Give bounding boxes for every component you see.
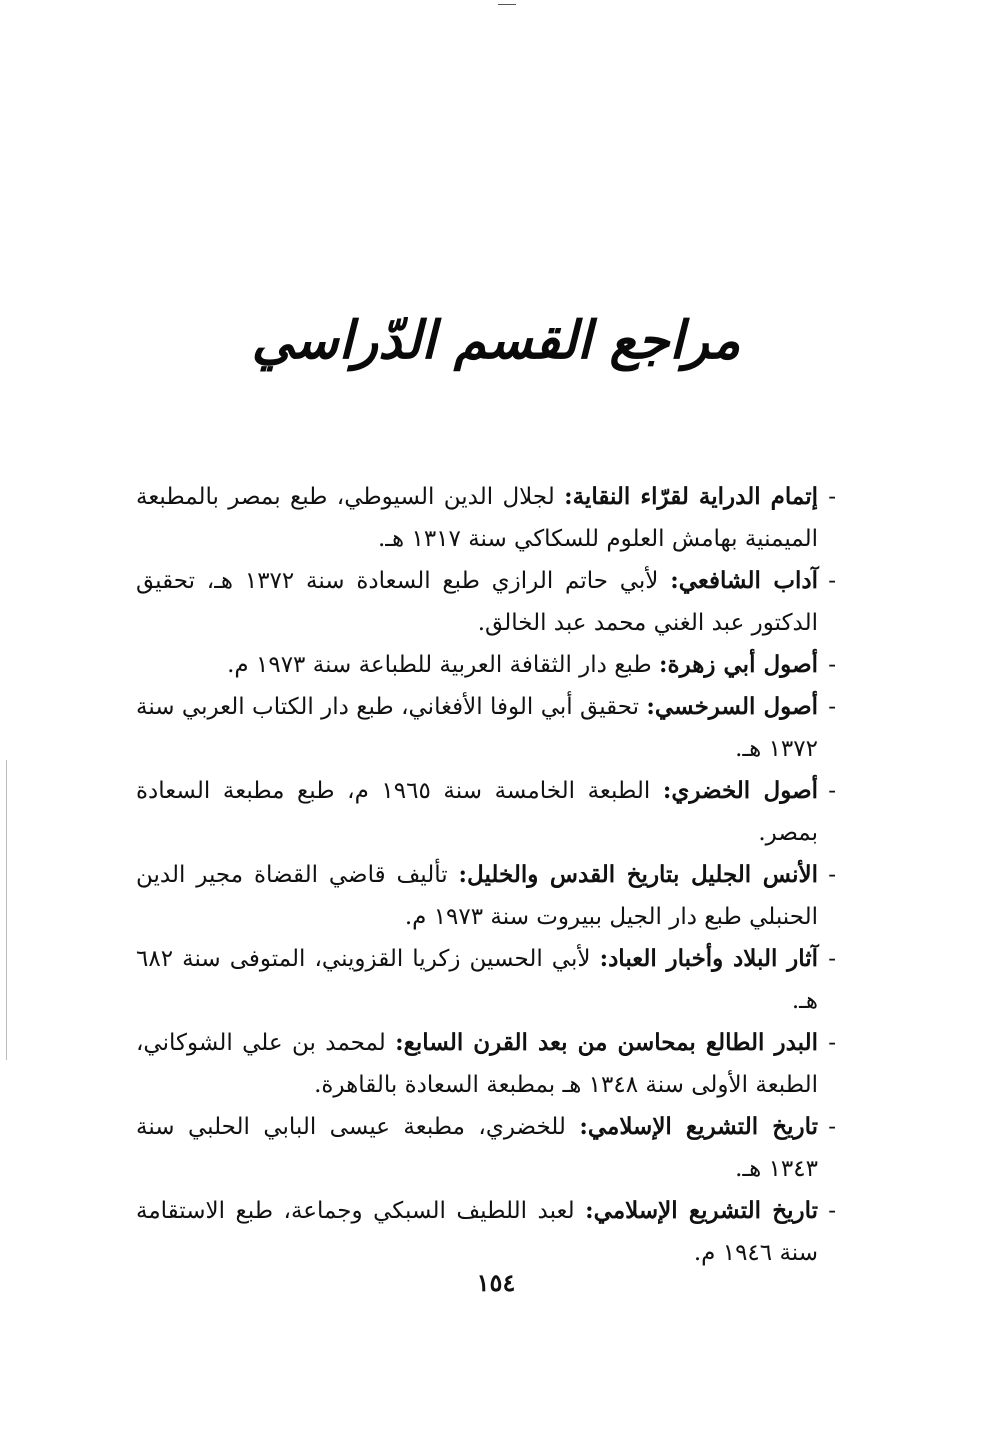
- page-title: مراجع القسم الدّراسي: [251, 309, 741, 371]
- reference-text: لعبد اللطيف السبكي وجماعة، طبع الاستقامة سنة ١٩٤٦ م.: [136, 1198, 818, 1266]
- entry-dash: -: [828, 1198, 837, 1224]
- reference-title: أصول أبي زهرة:: [659, 651, 818, 678]
- entry-dash: -: [828, 946, 837, 972]
- entry-dash: -: [828, 778, 837, 804]
- reference-entry: [136, 686, 836, 770]
- reference-title: الأنس الجليل بتاريخ القدس والخليل:: [458, 861, 819, 888]
- reference-entry: [136, 854, 836, 938]
- entry-dash: -: [828, 568, 837, 594]
- reference-entry: [136, 770, 836, 854]
- reference-text: لأبي الحسين زكريا القزويني، المتوفى سنة ٦٨٢ هـ.: [136, 946, 818, 1014]
- reference-text: الطبعة الخامسة سنة ١٩٦٥ م، طبع مطبعة السعادة بمصر.: [136, 778, 818, 846]
- reference-text: لمحمد بن علي الشوكاني، الطبعة الأولى سنة ١٣٤٨ هـ بمطبعة السعادة بالقاهرة.: [136, 1030, 818, 1098]
- entry-dash: -: [828, 652, 836, 678]
- entry-dash: -: [828, 1114, 836, 1140]
- reference-entry: [136, 476, 836, 560]
- page-number: ١٥٤: [476, 1268, 516, 1297]
- entry-dash: -: [828, 1030, 836, 1056]
- reference-text: لجلال الدين السيوطي، طبع بمصر بالمطبعة الميمنية بهامش العلوم للسكاكي سنة ١٣١٧ هـ.: [136, 484, 818, 552]
- reference-text: لأبي حاتم الرازي طبع السعادة سنة ١٣٧٢ هـ، تحقيق الدكتور عبد الغني محمد عبد الخالق.: [136, 568, 818, 636]
- scan-margin-line: [6, 760, 7, 1060]
- reference-title: تاريخ التشريع الإسلامي:: [585, 1197, 819, 1224]
- reference-entry: [136, 1106, 836, 1190]
- reference-entry: [136, 644, 836, 686]
- entry-dash: -: [828, 862, 837, 888]
- reference-text: تأليف قاضي القضاة مجير الدين الحنبلي طبع دار الجيل ببيروت سنة ١٩٧٣ م.: [136, 862, 818, 930]
- reference-title: البدر الطالع بمحاسن من بعد القرن السابع:: [395, 1029, 818, 1056]
- reference-entry: [136, 1190, 836, 1274]
- reference-entry: [136, 560, 836, 644]
- reference-title: إتمام الدراية لقرّاء النقاية:: [564, 483, 818, 510]
- reference-text: طبع دار الثقافة العربية للطباعة سنة ١٩٧٣ م.: [227, 652, 652, 678]
- entry-dash: -: [828, 694, 836, 720]
- reference-title: أصول السرخسي:: [646, 693, 818, 720]
- reference-text: للخضري، مطبعة عيسى البابي الحلبي سنة ١٣٤٣ هـ.: [136, 1114, 818, 1182]
- entry-dash: -: [828, 484, 836, 510]
- top-scan-mark: [498, 4, 516, 5]
- reference-title: آثار البلاد وأخبار العباد:: [599, 945, 819, 972]
- reference-title: آداب الشافعي:: [670, 567, 819, 594]
- reference-title: تاريخ التشريع الإسلامي:: [579, 1113, 818, 1140]
- reference-title: أصول الخضري:: [662, 777, 819, 804]
- reference-entry: [136, 1022, 836, 1106]
- references-list: [136, 476, 836, 1274]
- reference-text: تحقيق أبي الوفا الأفغاني، طبع دار الكتاب العربي سنة ١٣٧٢ هـ.: [136, 694, 818, 762]
- reference-entry: [136, 938, 836, 1022]
